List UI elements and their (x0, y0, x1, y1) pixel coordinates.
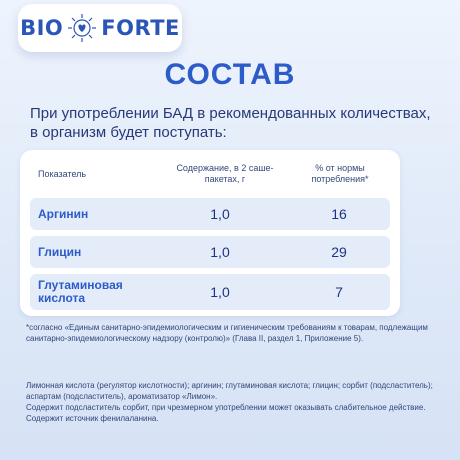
logo-text-left: BIO (20, 16, 64, 40)
table-row (30, 198, 390, 230)
row-name: Глутаминовая кислота (38, 278, 123, 305)
brand-logo (18, 4, 182, 52)
header-name: Показатель (38, 168, 87, 179)
nutrient-table (20, 150, 400, 316)
row-name: Аргинин (38, 206, 89, 221)
table-row (30, 236, 390, 268)
header-amount: Содержание, в 2 саше-пакетах, г (176, 163, 274, 184)
intro-text: При употреблении БАД в рекомендованных количествах, в организм будет поступать: (30, 105, 431, 141)
composition-text (26, 380, 436, 424)
logo-text-right: FORTE (101, 16, 180, 40)
footnote-text: *согласно «Единым санитарно-эпидемиологическим и гигиеническим требованиям к товарам, подлежащим санитарно-эпидемиологическому надзору (контролю)» (Глава II, раздел 1, Приложение 5). (26, 323, 428, 343)
table-row (30, 274, 390, 310)
composition-line: Содержит подсластитель сорбит, при чрезмерном употреблении может оказывать слабительное действие. (26, 403, 426, 412)
row-amount: 1,0 (210, 284, 230, 300)
sun-heart-logo-icon (67, 13, 97, 43)
row-pct: 7 (335, 284, 343, 300)
row-pct: 29 (331, 244, 347, 260)
row-amount: 1,0 (210, 244, 230, 260)
header-pct: % от нормы потребления* (311, 163, 369, 184)
page-title: СОСТАВ (164, 58, 296, 91)
row-name: Глицин (38, 244, 82, 259)
row-pct: 16 (331, 206, 347, 222)
table-header (20, 150, 400, 198)
composition-line: Содержит источник фенилаланина. (26, 414, 159, 423)
composition-line: Лимонная кислота (регулятор кислотности); аргинин; глутаминовая кислота; глицин; сорбит (подсластитель); аспартам (подсластитель), ароматизатор «Лимон». (26, 381, 433, 401)
row-amount: 1,0 (210, 206, 230, 222)
